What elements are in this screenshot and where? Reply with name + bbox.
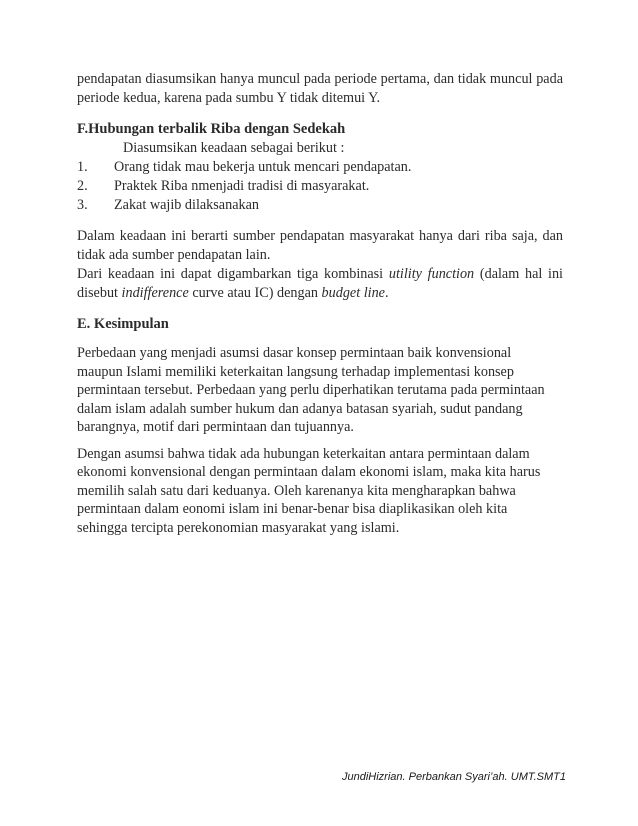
conclusion-paragraph-1 — [77, 344, 563, 437]
emphasis-text: indifference — [121, 285, 189, 301]
text-run: Dari keadaan ini dapat digambarkan tiga kombinasi — [77, 266, 389, 282]
section-f-paragraph-2 — [77, 265, 563, 303]
document-page — [77, 70, 563, 537]
intro-paragraph: pendapatan diasumsikan hanya muncul pada periode pertama, dan tidak muncul pada periode kedua, karena pada sumbu Y tidak ditemui Y. — [77, 71, 563, 106]
list-text: Praktek Riba nmenjadi tradisi di masyarakat. — [114, 178, 370, 194]
section-e-heading: E. Kesimpulan — [77, 316, 169, 332]
list-item — [77, 196, 563, 215]
text-run: (dalam hal ini disebut — [77, 266, 563, 301]
text-line: sehingga tercipta perekonomian masyarakat yang islami. — [77, 519, 400, 536]
text-line: Dengan asumsi bahwa tidak ada hubungan keterkaitan antara permintaan dalam — [77, 445, 530, 462]
list-text: Zakat wajib dilaksanakan — [114, 197, 259, 213]
emphasis-text: budget line — [321, 285, 385, 301]
list-number: 1. — [77, 159, 88, 175]
text-line: memilih salah satu dari keduanya. Oleh karenanya kita mengharapkan bahwa — [77, 482, 516, 499]
text-line: Perbedaan yang menjadi asumsi dasar konsep permintaan baik konvensional — [77, 345, 512, 361]
text-line: ekonomi konvensional dengan permintaan dalam ekonomi islam, maka kita harus — [77, 464, 541, 480]
list-item — [77, 158, 563, 177]
text-line: permintaan dalam eonomi islam ini benar-benar bisa diaplikasikan oleh kita — [77, 501, 508, 517]
text-line: maupun Islami memiliki keterkaitan langsung terhadap implementasi konsep — [77, 363, 514, 380]
section-f-lead: Diasumsikan keadaan sebagai berikut : — [123, 140, 345, 156]
section-f-paragraph-1: Dalam keadaan ini berarti sumber pendapatan masyarakat hanya dari riba saja, dan tidak ada sumber pendapatan lain. — [77, 228, 563, 263]
list-number: 2. — [77, 178, 88, 194]
list-item — [77, 177, 563, 196]
emphasis-text: utility function — [388, 266, 475, 282]
section-f-heading: F.Hubungan terbalik Riba dengan Sedekah — [77, 121, 346, 137]
list-number: 3. — [77, 197, 88, 213]
text-line: barangnya, motif dari permintaan dan tujuannya. — [77, 419, 354, 435]
text-run: curve atau IC) dengan — [188, 285, 322, 301]
list-text: Orang tidak mau bekerja untuk mencari pendapatan. — [114, 159, 412, 175]
conclusion-paragraph-2 — [77, 445, 563, 538]
page-footer: JundiHizrian. Perbankan Syari’ah. UMT.SMT1 — [342, 771, 566, 783]
text-line: dalam islam adalah sumber hukum dan adanya batasan syariah, sudut pandang — [77, 400, 523, 417]
text-run: . — [384, 285, 389, 301]
text-line: permintaan tersebut. Perbedaan yang perlu diperhatikan terutama pada permintaan — [77, 382, 545, 398]
assumption-list — [77, 158, 563, 215]
